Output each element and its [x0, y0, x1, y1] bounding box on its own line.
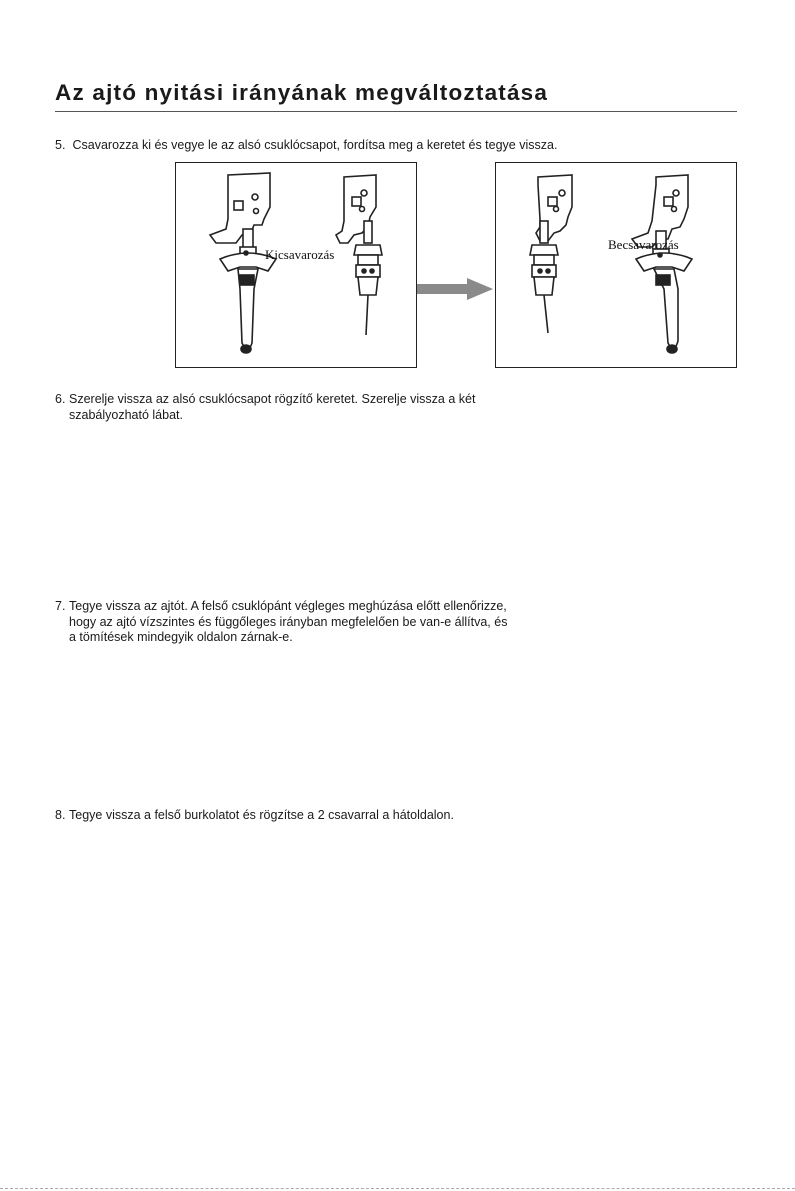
title-underline: [55, 111, 737, 112]
screw-in-label: Becsavarozás: [608, 237, 679, 252]
step-6: [55, 392, 529, 423]
step-text: Csavarozza ki és vegye le az alsó csuklócsapot, fordítsa meg a keretet és tegye vissza.: [72, 138, 558, 152]
hinge-screw-in-illustration: [496, 163, 738, 369]
hinge-unscrew-illustration: [176, 163, 418, 369]
step-number: 5.: [55, 138, 66, 152]
unscrew-label: Kicsavarozás: [265, 247, 335, 262]
page-title: Az ajtó nyitási irányának megváltoztatása: [55, 80, 549, 105]
page-bottom-edge: [0, 1188, 795, 1189]
step-number: 6.: [55, 392, 66, 406]
step-7: [55, 599, 514, 646]
step-text: Szerelje vissza az alsó csuklócsapot rögzítő keretet. Szerelje vissza a két szabályozható lábat.: [69, 392, 476, 422]
step-number: 8.: [55, 808, 66, 822]
figure-unscrew-panel: [175, 162, 417, 368]
step-8: [55, 808, 454, 824]
step-number: 7.: [55, 599, 66, 613]
step-5: [55, 138, 557, 154]
figure-screw-in-panel: [495, 162, 737, 368]
step-text: Tegye vissza az ajtót. A felső csuklópánt végleges meghúzása előtt ellenőrizze, hogy az ajtó vízszintes és függőleges irányban megfelelően be van-e állítva, és a tömítések mindegyik oldalon zárnak-e.: [69, 599, 508, 644]
right-arrow-icon: [417, 278, 495, 300]
step-text: Tegye vissza a felső burkolatot és rögzítse a 2 csavarral a hátoldalon.: [69, 808, 454, 822]
